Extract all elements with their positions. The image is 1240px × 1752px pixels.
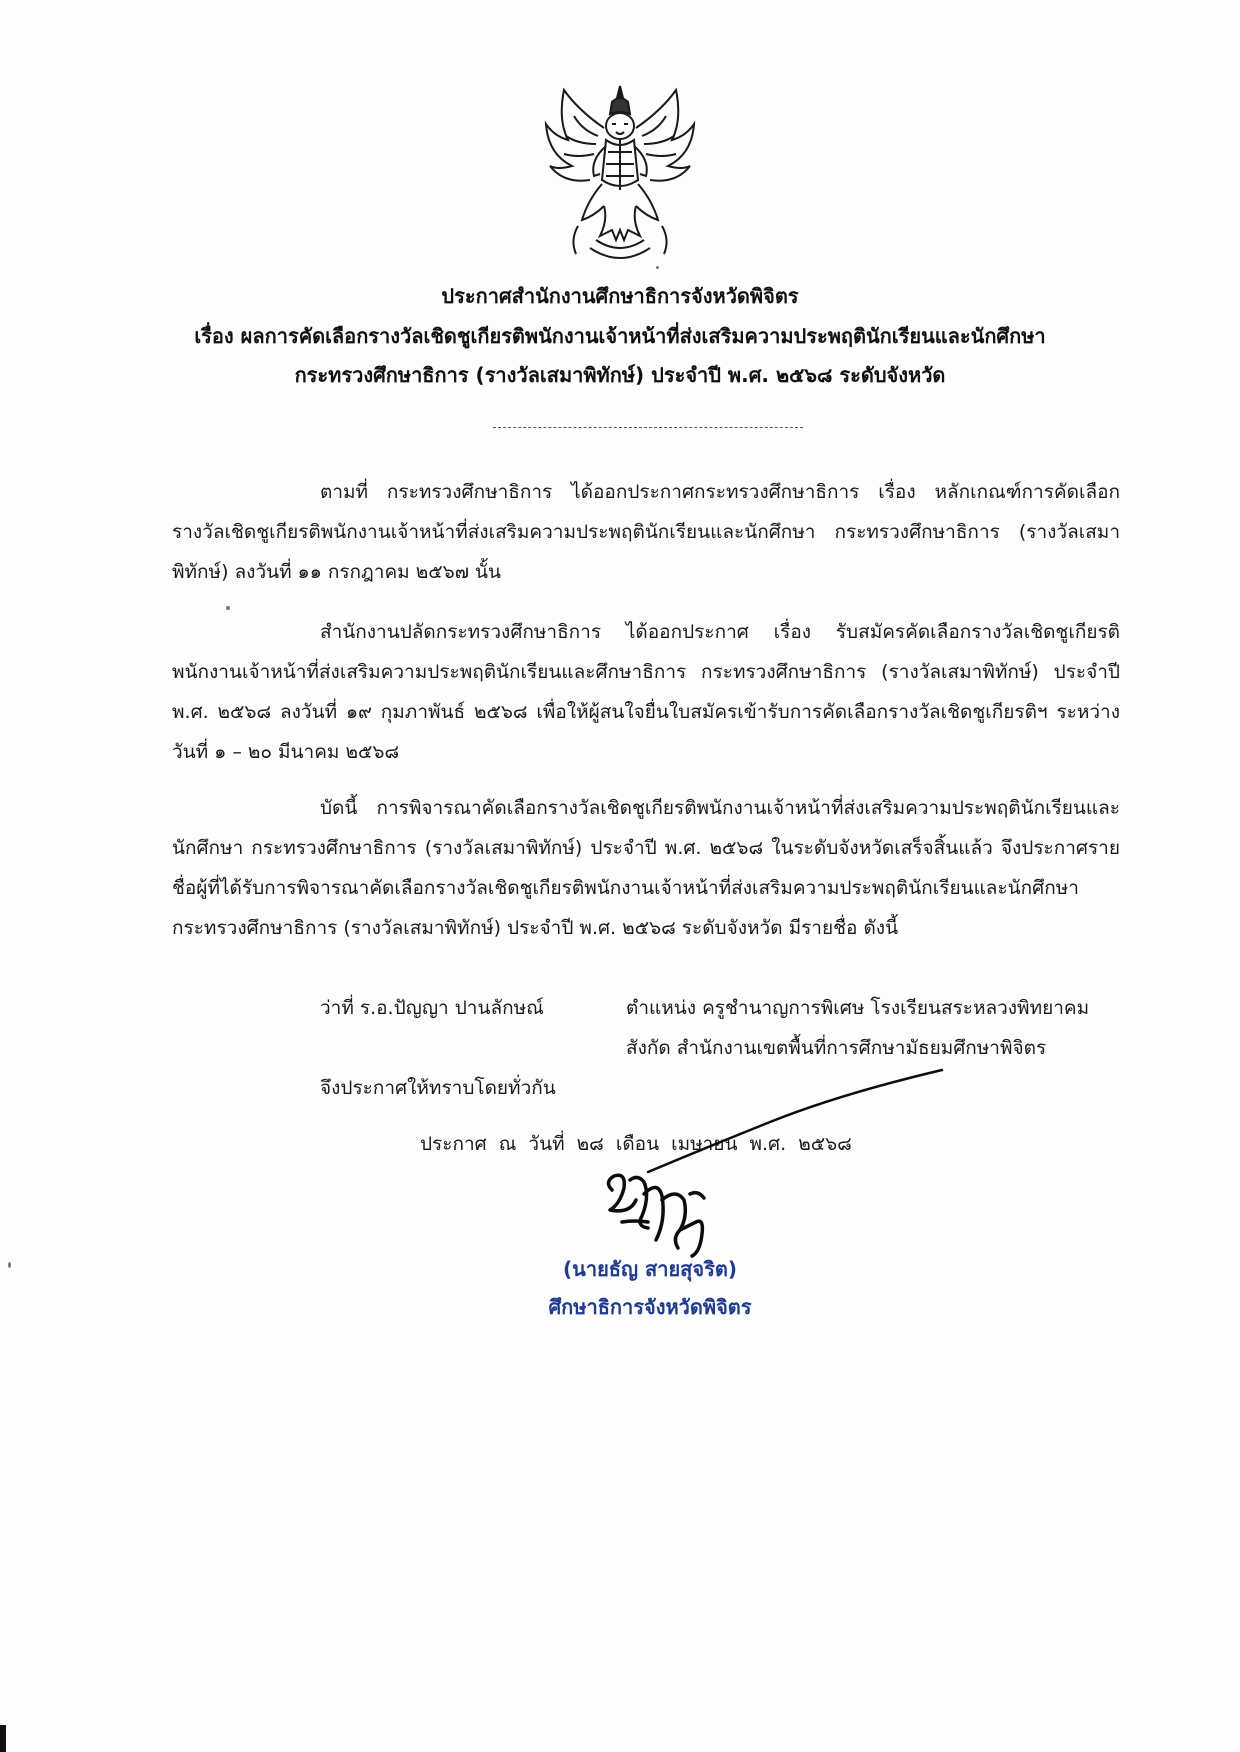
- announcement-subject-continued: กระทรวงศึกษาธิการ (รางวัลเสมาพิทักษ์) ประจำปี พ.ศ. ๒๕๖๘ ระดับจังหวัด: [294, 363, 946, 387]
- closing-statement: จึงประกาศให้ทราบโดยทั่วกัน: [320, 1077, 556, 1099]
- body-paragraph-2-text: สำนักงานปลัดกระทรวงศึกษาธิการ ได้ออกประกาศ เรื่อง รับสมัครคัดเลือกรางวัลเชิดชูเกียรติพนักงานเจ้าหน้าที่ส่งเสริมความประพฤตินักเรียนและศึกษาธิการ กระทรวงศึกษาธิการ (รางวัลเสมาพิทักษ์) ประจำปี พ.ศ. ๒๕๖๘ ลงวันที่ ๑๙ กุมภาพันธ์ ๒๕๖๘ เพื่อให้ผู้สนใจยื่นใบสมัครเข้ารับการคัดเลือกรางวัลเชิดชูเกียรติฯ ระหว่างวันที่ ๑ – ๒๐ มีนาคม ๒๕๖๘: [172, 621, 1120, 763]
- scan-edge-mark: [0, 1725, 6, 1752]
- body-paragraph-1-text: ตามที่ กระทรวงศึกษาธิการ ได้ออกประกาศกระทรวงศึกษาธิการ เรื่อง หลักเกณฑ์การคัดเลือกรางวัลเชิดชูเกียรติพนักงานเจ้าหน้าที่ส่งเสริมความประพฤตินักเรียนและนักศึกษา กระทรวงศึกษาธิการ (รางวัลเสมาพิทักษ์) ลงวันที่ ๑๑ กรกฎาคม ๒๕๖๗ นั้น: [172, 481, 1120, 583]
- nominee-position-line-1: ตำแหน่ง ครูชำนาญการพิเศษ โรงเรียนสระหลวงพิทยาคม: [626, 997, 1090, 1019]
- body-paragraph-1: [172, 472, 1120, 592]
- scan-speck: [656, 266, 659, 269]
- scan-speck: [8, 1262, 11, 1268]
- signer-name: (นายธัญ สายสุจริต): [563, 1257, 737, 1281]
- scan-speck: [226, 606, 230, 610]
- nominee-position-line-2: สังกัด สำนักงานเขตพื้นที่การศึกษามัธยมศึกษาพิจิตร: [626, 1037, 1047, 1059]
- nominee-name: ว่าที่ ร.อ.ปัญญา ปานลักษณ์: [320, 997, 544, 1019]
- signer-title: ศึกษาธิการจังหวัดพิจิตร: [548, 1295, 752, 1319]
- body-paragraph-2: [172, 612, 1120, 772]
- body-paragraph-3-text: บัดนี้ การพิจารณาคัดเลือกรางวัลเชิดชูเกียรติพนักงานเจ้าหน้าที่ส่งเสริมความประพฤตินักเรียนและนักศึกษา กระทรวงศึกษาธิการ (รางวัลเสมาพิทักษ์) ประจำปี พ.ศ. ๒๕๖๘ ในระดับจังหวัดเสร็จสิ้นแล้ว จึงประกาศรายชื่อผู้ที่ได้รับการพิจารณาคัดเลือกรางวัลเชิดชูเกียรติพนักงานเจ้าหน้าที่ส่งเสริมความประพฤตินักเรียนและนักศึกษา กระทรวงศึกษาธิการ (รางวัลเสมาพิทักษ์) ประจำปี พ.ศ. ๒๕๖๘ ระดับจังหวัด มีรายชื่อ ดังนี้: [172, 797, 1120, 939]
- heading-divider: [493, 427, 803, 428]
- body-paragraph-3: [172, 788, 1120, 948]
- announcement-subject: เรื่อง ผลการคัดเลือกรางวัลเชิดชูเกียรติพนักงานเจ้าหน้าที่ส่งเสริมความประพฤตินักเรียนและนักศึกษา: [194, 324, 1046, 348]
- announcement-date: ประกาศ ณ วันที่ ๒๘ เดือน เมษายน พ.ศ. ๒๕๖๘: [420, 1133, 852, 1155]
- garuda-emblem-icon: [538, 80, 702, 270]
- nominee-position: [626, 988, 1116, 1068]
- announcement-title: ประกาศสำนักงานศึกษาธิการจังหวัดพิจิตร: [441, 284, 799, 308]
